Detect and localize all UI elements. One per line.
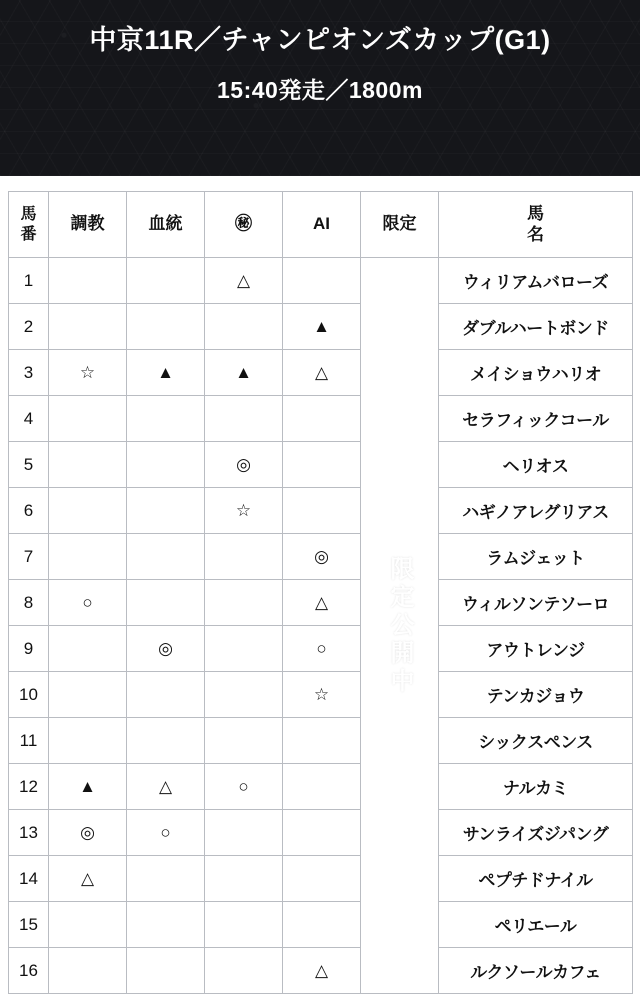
mark-cell-ai: ○ bbox=[283, 626, 361, 672]
horse-name-cell[interactable]: シックスペンス bbox=[439, 718, 633, 764]
mark-cell-ketto: △ bbox=[127, 764, 205, 810]
column-header-choukyou: 調教 bbox=[49, 192, 127, 258]
mark-cell-choukyou bbox=[49, 948, 127, 994]
mark-cell-ai bbox=[283, 902, 361, 948]
table-header-row bbox=[9, 192, 633, 258]
mark-cell-maru bbox=[205, 948, 283, 994]
mark-cell-ai bbox=[283, 718, 361, 764]
horse-name-cell[interactable]: ナルカミ bbox=[439, 764, 633, 810]
mark-cell-choukyou: ○ bbox=[49, 580, 127, 626]
mark-cell-choukyou bbox=[49, 488, 127, 534]
mark-cell-choukyou bbox=[49, 396, 127, 442]
mark-cell-ai bbox=[283, 856, 361, 902]
mark-cell-ai bbox=[283, 396, 361, 442]
mark-cell-ai: △ bbox=[283, 580, 361, 626]
mark-cell-ai bbox=[283, 442, 361, 488]
mark-cell-maru bbox=[205, 626, 283, 672]
horse-number-cell: 12 bbox=[9, 764, 49, 810]
horse-name-cell[interactable]: ペプチドナイル bbox=[439, 856, 633, 902]
horse-name-cell[interactable]: アウトレンジ bbox=[439, 626, 633, 672]
mark-cell-maru: ◎ bbox=[205, 442, 283, 488]
mark-cell-choukyou bbox=[49, 626, 127, 672]
mark-cell-maru: ▲ bbox=[205, 350, 283, 396]
table-row[interactable] bbox=[9, 442, 633, 488]
table-row[interactable] bbox=[9, 856, 633, 902]
table-row[interactable] bbox=[9, 764, 633, 810]
mark-cell-maru bbox=[205, 580, 283, 626]
horse-number-cell: 2 bbox=[9, 304, 49, 350]
mark-cell-ai: ◎ bbox=[283, 534, 361, 580]
horse-number-cell: 5 bbox=[9, 442, 49, 488]
table-row[interactable] bbox=[9, 580, 633, 626]
gentei-locked-column[interactable] bbox=[361, 258, 439, 994]
horse-number-cell: 16 bbox=[9, 948, 49, 994]
table-row[interactable] bbox=[9, 902, 633, 948]
column-header-ai: AI bbox=[283, 192, 361, 258]
table-row[interactable] bbox=[9, 626, 633, 672]
mark-cell-ketto bbox=[127, 304, 205, 350]
mark-cell-choukyou bbox=[49, 442, 127, 488]
marks-table-body bbox=[9, 258, 633, 994]
gentei-locked-label: 限定公開中 bbox=[386, 555, 413, 696]
horse-name-cell[interactable]: ダブルハートボンド bbox=[439, 304, 633, 350]
mark-cell-ketto bbox=[127, 672, 205, 718]
mark-cell-ketto bbox=[127, 580, 205, 626]
mark-cell-maru: △ bbox=[205, 258, 283, 304]
horse-name-cell[interactable]: メイショウハリオ bbox=[439, 350, 633, 396]
race-subtitle: 15:40発走／1800m bbox=[217, 77, 423, 104]
horse-number-cell: 10 bbox=[9, 672, 49, 718]
table-row[interactable] bbox=[9, 718, 633, 764]
mark-cell-ketto: ▲ bbox=[127, 350, 205, 396]
table-row[interactable] bbox=[9, 810, 633, 856]
mark-cell-choukyou bbox=[49, 902, 127, 948]
mark-cell-ai bbox=[283, 764, 361, 810]
horse-number-cell: 13 bbox=[9, 810, 49, 856]
horse-number-cell: 7 bbox=[9, 534, 49, 580]
mark-cell-maru bbox=[205, 902, 283, 948]
mark-cell-ketto bbox=[127, 258, 205, 304]
horse-number-cell: 11 bbox=[9, 718, 49, 764]
mark-cell-maru bbox=[205, 396, 283, 442]
mark-cell-maru bbox=[205, 534, 283, 580]
mark-cell-ketto bbox=[127, 488, 205, 534]
table-row[interactable] bbox=[9, 488, 633, 534]
horse-name-cell[interactable]: ペリエール bbox=[439, 902, 633, 948]
race-title: 中京11R／チャンピオンズカップ(G1) bbox=[89, 25, 551, 55]
horse-name-cell[interactable]: ウィリアムバローズ bbox=[439, 258, 633, 304]
mark-cell-maru: ☆ bbox=[205, 488, 283, 534]
mark-cell-choukyou bbox=[49, 534, 127, 580]
table-row[interactable] bbox=[9, 304, 633, 350]
mark-cell-maru bbox=[205, 304, 283, 350]
mark-cell-ketto bbox=[127, 442, 205, 488]
mark-cell-maru bbox=[205, 856, 283, 902]
table-row[interactable] bbox=[9, 948, 633, 994]
mark-cell-maru: ○ bbox=[205, 764, 283, 810]
mark-cell-ketto bbox=[127, 534, 205, 580]
table-row[interactable] bbox=[9, 534, 633, 580]
horse-name-cell[interactable]: テンカジョウ bbox=[439, 672, 633, 718]
mark-cell-ketto: ○ bbox=[127, 810, 205, 856]
mark-cell-choukyou bbox=[49, 718, 127, 764]
mark-cell-ketto bbox=[127, 396, 205, 442]
horse-name-cell[interactable]: セラフィックコール bbox=[439, 396, 633, 442]
race-header bbox=[0, 0, 640, 176]
mark-cell-ai: △ bbox=[283, 948, 361, 994]
mark-cell-choukyou: ☆ bbox=[49, 350, 127, 396]
horse-number-cell: 3 bbox=[9, 350, 49, 396]
mark-cell-ketto bbox=[127, 902, 205, 948]
mark-cell-maru bbox=[205, 810, 283, 856]
table-row[interactable] bbox=[9, 350, 633, 396]
column-header-gentei: 限定 bbox=[361, 192, 439, 258]
mark-cell-choukyou bbox=[49, 258, 127, 304]
mark-cell-ai bbox=[283, 488, 361, 534]
mark-cell-choukyou: ▲ bbox=[49, 764, 127, 810]
mark-cell-ketto bbox=[127, 718, 205, 764]
mark-cell-choukyou bbox=[49, 672, 127, 718]
horse-name-cell[interactable]: ウィルソンテソーロ bbox=[439, 580, 633, 626]
mark-cell-choukyou bbox=[49, 304, 127, 350]
horse-name-cell[interactable]: ヘリオス bbox=[439, 442, 633, 488]
mark-cell-ai bbox=[283, 810, 361, 856]
mark-cell-ketto bbox=[127, 856, 205, 902]
mark-cell-choukyou: △ bbox=[49, 856, 127, 902]
horse-number-cell: 14 bbox=[9, 856, 49, 902]
horse-name-cell[interactable]: ラムジェット bbox=[439, 534, 633, 580]
mark-cell-maru bbox=[205, 672, 283, 718]
table-row[interactable] bbox=[9, 396, 633, 442]
marks-table-wrapper bbox=[8, 191, 632, 994]
mark-cell-ketto: ◎ bbox=[127, 626, 205, 672]
horse-number-cell: 15 bbox=[9, 902, 49, 948]
mark-cell-ai bbox=[283, 258, 361, 304]
horse-number-cell: 1 bbox=[9, 258, 49, 304]
table-row[interactable] bbox=[9, 258, 633, 304]
mark-cell-ai: △ bbox=[283, 350, 361, 396]
column-header-maruhi: ㊙ bbox=[205, 192, 283, 258]
horse-number-cell: 6 bbox=[9, 488, 49, 534]
horse-name-cell[interactable]: サンライズジパング bbox=[439, 810, 633, 856]
column-header-bamei: 馬 名 bbox=[439, 192, 633, 258]
mark-cell-ketto bbox=[127, 948, 205, 994]
marks-table bbox=[8, 191, 633, 994]
column-header-ketto: 血統 bbox=[127, 192, 205, 258]
table-row[interactable] bbox=[9, 672, 633, 718]
marks-table-head bbox=[9, 192, 633, 258]
horse-number-cell: 9 bbox=[9, 626, 49, 672]
horse-name-cell[interactable]: ルクソールカフェ bbox=[439, 948, 633, 994]
horse-number-cell: 4 bbox=[9, 396, 49, 442]
mark-cell-ai: ▲ bbox=[283, 304, 361, 350]
horse-number-cell: 8 bbox=[9, 580, 49, 626]
mark-cell-choukyou: ◎ bbox=[49, 810, 127, 856]
column-header-umaban: 馬 番 bbox=[9, 192, 49, 258]
mark-cell-maru bbox=[205, 718, 283, 764]
mark-cell-ai: ☆ bbox=[283, 672, 361, 718]
horse-name-cell[interactable]: ハギノアレグリアス bbox=[439, 488, 633, 534]
